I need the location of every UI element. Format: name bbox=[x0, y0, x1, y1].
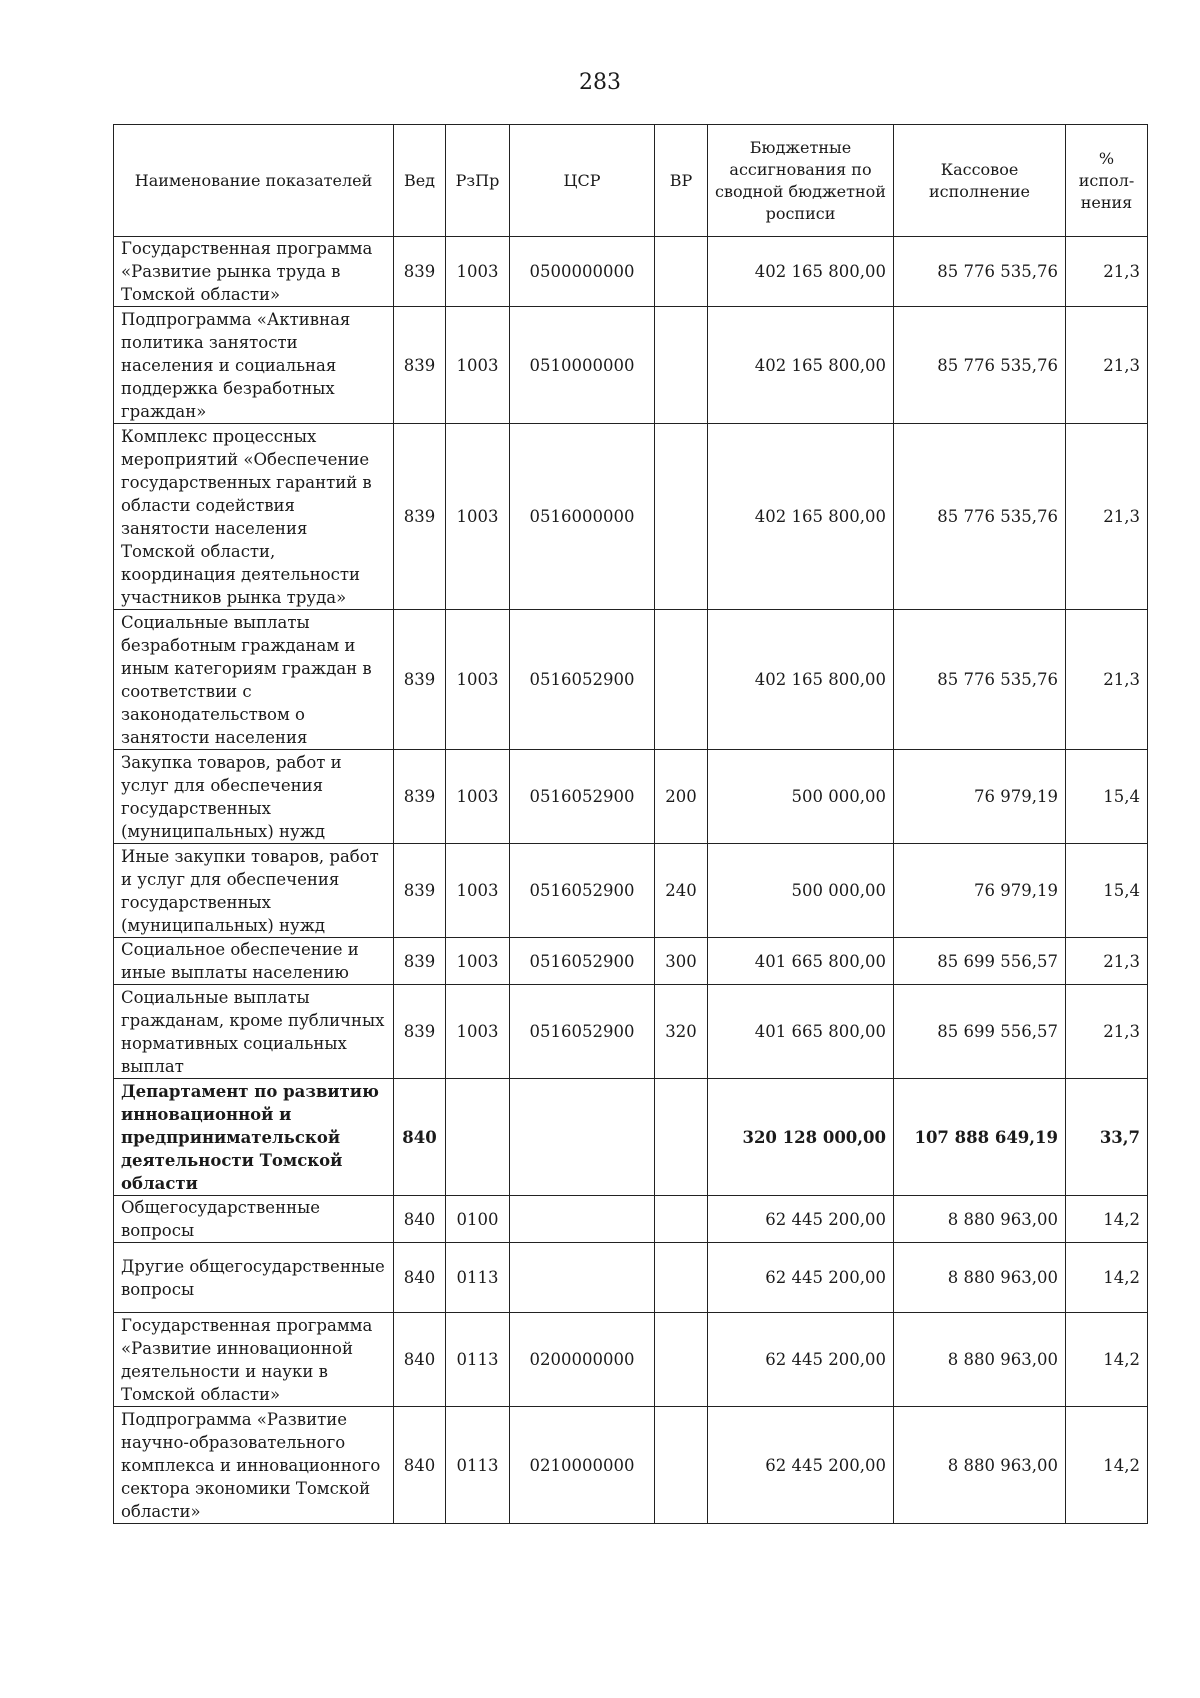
row-vr bbox=[655, 424, 708, 610]
header-csr: ЦСР bbox=[510, 125, 655, 237]
row-rzpr: 0113 bbox=[446, 1313, 510, 1407]
row-cash: 85 699 556,57 bbox=[894, 985, 1066, 1079]
row-budget: 320 128 000,00 bbox=[708, 1079, 894, 1196]
row-rzpr: 1003 bbox=[446, 307, 510, 424]
table-row bbox=[114, 1243, 1148, 1313]
row-ved: 839 bbox=[394, 237, 446, 307]
table-row bbox=[114, 844, 1148, 938]
table-row bbox=[114, 307, 1148, 424]
row-cash: 8 880 963,00 bbox=[894, 1407, 1066, 1524]
table-row bbox=[114, 938, 1148, 985]
row-vr bbox=[655, 1196, 708, 1243]
row-name: Закупка товаров, работ и услуг для обеспечения государственных (муниципальных) нужд bbox=[114, 750, 394, 844]
row-csr: 0510000000 bbox=[510, 307, 655, 424]
row-cash: 85 776 535,76 bbox=[894, 424, 1066, 610]
row-rzpr: 0100 bbox=[446, 1196, 510, 1243]
row-budget: 62 445 200,00 bbox=[708, 1243, 894, 1313]
row-name: Другие общегосударственные вопросы bbox=[114, 1243, 394, 1313]
row-name: Государственная программа «Развитие рынка труда в Томской области» bbox=[114, 237, 394, 307]
table-row bbox=[114, 1196, 1148, 1243]
table-row bbox=[114, 610, 1148, 750]
row-vr bbox=[655, 610, 708, 750]
table-header-row bbox=[114, 125, 1148, 237]
row-rzpr: 1003 bbox=[446, 750, 510, 844]
row-name: Подпрограмма «Развитие научно-образовательного комплекса и инновационного сектора экономики Томской области» bbox=[114, 1407, 394, 1524]
table-row bbox=[114, 1079, 1148, 1196]
row-rzpr: 1003 bbox=[446, 844, 510, 938]
row-budget: 402 165 800,00 bbox=[708, 307, 894, 424]
row-cash: 85 699 556,57 bbox=[894, 938, 1066, 985]
row-ved: 840 bbox=[394, 1196, 446, 1243]
row-vr bbox=[655, 307, 708, 424]
row-name: Социальное обеспечение и иные выплаты населению bbox=[114, 938, 394, 985]
row-vr bbox=[655, 237, 708, 307]
row-ved: 839 bbox=[394, 844, 446, 938]
row-cash: 85 776 535,76 bbox=[894, 307, 1066, 424]
header-vr: ВР bbox=[655, 125, 708, 237]
row-csr: 0516052900 bbox=[510, 985, 655, 1079]
row-percent: 14,2 bbox=[1066, 1407, 1148, 1524]
row-ved: 840 bbox=[394, 1079, 446, 1196]
row-percent: 21,3 bbox=[1066, 237, 1148, 307]
row-ved: 839 bbox=[394, 985, 446, 1079]
row-rzpr: 0113 bbox=[446, 1407, 510, 1524]
row-vr: 240 bbox=[655, 844, 708, 938]
row-rzpr: 0113 bbox=[446, 1243, 510, 1313]
row-budget: 401 665 800,00 bbox=[708, 938, 894, 985]
table-row bbox=[114, 237, 1148, 307]
row-rzpr: 1003 bbox=[446, 985, 510, 1079]
header-ved: Вед bbox=[394, 125, 446, 237]
row-cash: 85 776 535,76 bbox=[894, 610, 1066, 750]
row-ved: 840 bbox=[394, 1407, 446, 1524]
row-percent: 21,3 bbox=[1066, 307, 1148, 424]
row-ved: 839 bbox=[394, 610, 446, 750]
row-name: Комплекс процессных мероприятий «Обеспечение государственных гарантий в области содействия занятости населения Томской области, координация деятельности участников рынка труда» bbox=[114, 424, 394, 610]
row-rzpr: 1003 bbox=[446, 237, 510, 307]
row-percent: 21,3 bbox=[1066, 985, 1148, 1079]
row-vr bbox=[655, 1243, 708, 1313]
row-csr: 0516052900 bbox=[510, 938, 655, 985]
table-row bbox=[114, 1407, 1148, 1524]
row-vr bbox=[655, 1079, 708, 1196]
row-budget: 62 445 200,00 bbox=[708, 1407, 894, 1524]
row-csr bbox=[510, 1196, 655, 1243]
row-budget: 62 445 200,00 bbox=[708, 1196, 894, 1243]
row-percent: 21,3 bbox=[1066, 938, 1148, 985]
row-csr: 0200000000 bbox=[510, 1313, 655, 1407]
row-name: Государственная программа «Развитие инновационной деятельности и науки в Томской области» bbox=[114, 1313, 394, 1407]
row-percent: 14,2 bbox=[1066, 1313, 1148, 1407]
row-csr bbox=[510, 1079, 655, 1196]
row-csr bbox=[510, 1243, 655, 1313]
row-vr: 320 bbox=[655, 985, 708, 1079]
row-ved: 840 bbox=[394, 1313, 446, 1407]
row-percent: 21,3 bbox=[1066, 610, 1148, 750]
row-name: Социальные выплаты гражданам, кроме публичных нормативных социальных выплат bbox=[114, 985, 394, 1079]
row-cash: 8 880 963,00 bbox=[894, 1313, 1066, 1407]
row-rzpr: 1003 bbox=[446, 610, 510, 750]
row-cash: 8 880 963,00 bbox=[894, 1243, 1066, 1313]
row-ved: 839 bbox=[394, 307, 446, 424]
row-ved: 839 bbox=[394, 750, 446, 844]
table-row bbox=[114, 985, 1148, 1079]
row-csr: 0516052900 bbox=[510, 844, 655, 938]
row-csr: 0210000000 bbox=[510, 1407, 655, 1524]
row-budget: 402 165 800,00 bbox=[708, 237, 894, 307]
row-rzpr bbox=[446, 1079, 510, 1196]
budget-table bbox=[113, 124, 1148, 1524]
row-rzpr: 1003 bbox=[446, 424, 510, 610]
row-vr bbox=[655, 1407, 708, 1524]
row-percent: 15,4 bbox=[1066, 844, 1148, 938]
row-name: Социальные выплаты безработным гражданам и иным категориям граждан в соответствии с законодательством о занятости населения bbox=[114, 610, 394, 750]
row-csr: 0500000000 bbox=[510, 237, 655, 307]
row-csr: 0516000000 bbox=[510, 424, 655, 610]
row-cash: 8 880 963,00 bbox=[894, 1196, 1066, 1243]
header-budget: Бюджетные ассигнования по сводной бюджетной росписи bbox=[708, 125, 894, 237]
header-rzpr: РзПр bbox=[446, 125, 510, 237]
row-budget: 500 000,00 bbox=[708, 750, 894, 844]
row-cash: 107 888 649,19 bbox=[894, 1079, 1066, 1196]
table-row bbox=[114, 424, 1148, 610]
row-cash: 76 979,19 bbox=[894, 844, 1066, 938]
row-cash: 85 776 535,76 bbox=[894, 237, 1066, 307]
row-name: Иные закупки товаров, работ и услуг для обеспечения государственных (муниципальных) нужд bbox=[114, 844, 394, 938]
row-percent: 15,4 bbox=[1066, 750, 1148, 844]
row-budget: 402 165 800,00 bbox=[708, 610, 894, 750]
row-budget: 401 665 800,00 bbox=[708, 985, 894, 1079]
row-budget: 62 445 200,00 bbox=[708, 1313, 894, 1407]
row-name: Департамент по развитию инновационной и предпринимательской деятельности Томской области bbox=[114, 1079, 394, 1196]
row-cash: 76 979,19 bbox=[894, 750, 1066, 844]
row-rzpr: 1003 bbox=[446, 938, 510, 985]
row-csr: 0516052900 bbox=[510, 610, 655, 750]
row-name: Общегосударственные вопросы bbox=[114, 1196, 394, 1243]
row-budget: 500 000,00 bbox=[708, 844, 894, 938]
table-row bbox=[114, 750, 1148, 844]
row-vr bbox=[655, 1313, 708, 1407]
header-name: Наименование показателей bbox=[114, 125, 394, 237]
row-ved: 840 bbox=[394, 1243, 446, 1313]
table-row bbox=[114, 1313, 1148, 1407]
row-ved: 839 bbox=[394, 424, 446, 610]
header-percent: % испол-нения bbox=[1066, 125, 1148, 237]
row-percent: 33,7 bbox=[1066, 1079, 1148, 1196]
row-percent: 21,3 bbox=[1066, 424, 1148, 610]
header-cash: Кассовое исполнение bbox=[894, 125, 1066, 237]
row-budget: 402 165 800,00 bbox=[708, 424, 894, 610]
row-ved: 839 bbox=[394, 938, 446, 985]
table-body bbox=[114, 237, 1148, 1524]
page-number: 283 bbox=[579, 70, 621, 95]
row-vr: 300 bbox=[655, 938, 708, 985]
row-name: Подпрограмма «Активная политика занятости населения и социальная поддержка безработных граждан» bbox=[114, 307, 394, 424]
row-percent: 14,2 bbox=[1066, 1196, 1148, 1243]
row-csr: 0516052900 bbox=[510, 750, 655, 844]
row-vr: 200 bbox=[655, 750, 708, 844]
row-percent: 14,2 bbox=[1066, 1243, 1148, 1313]
